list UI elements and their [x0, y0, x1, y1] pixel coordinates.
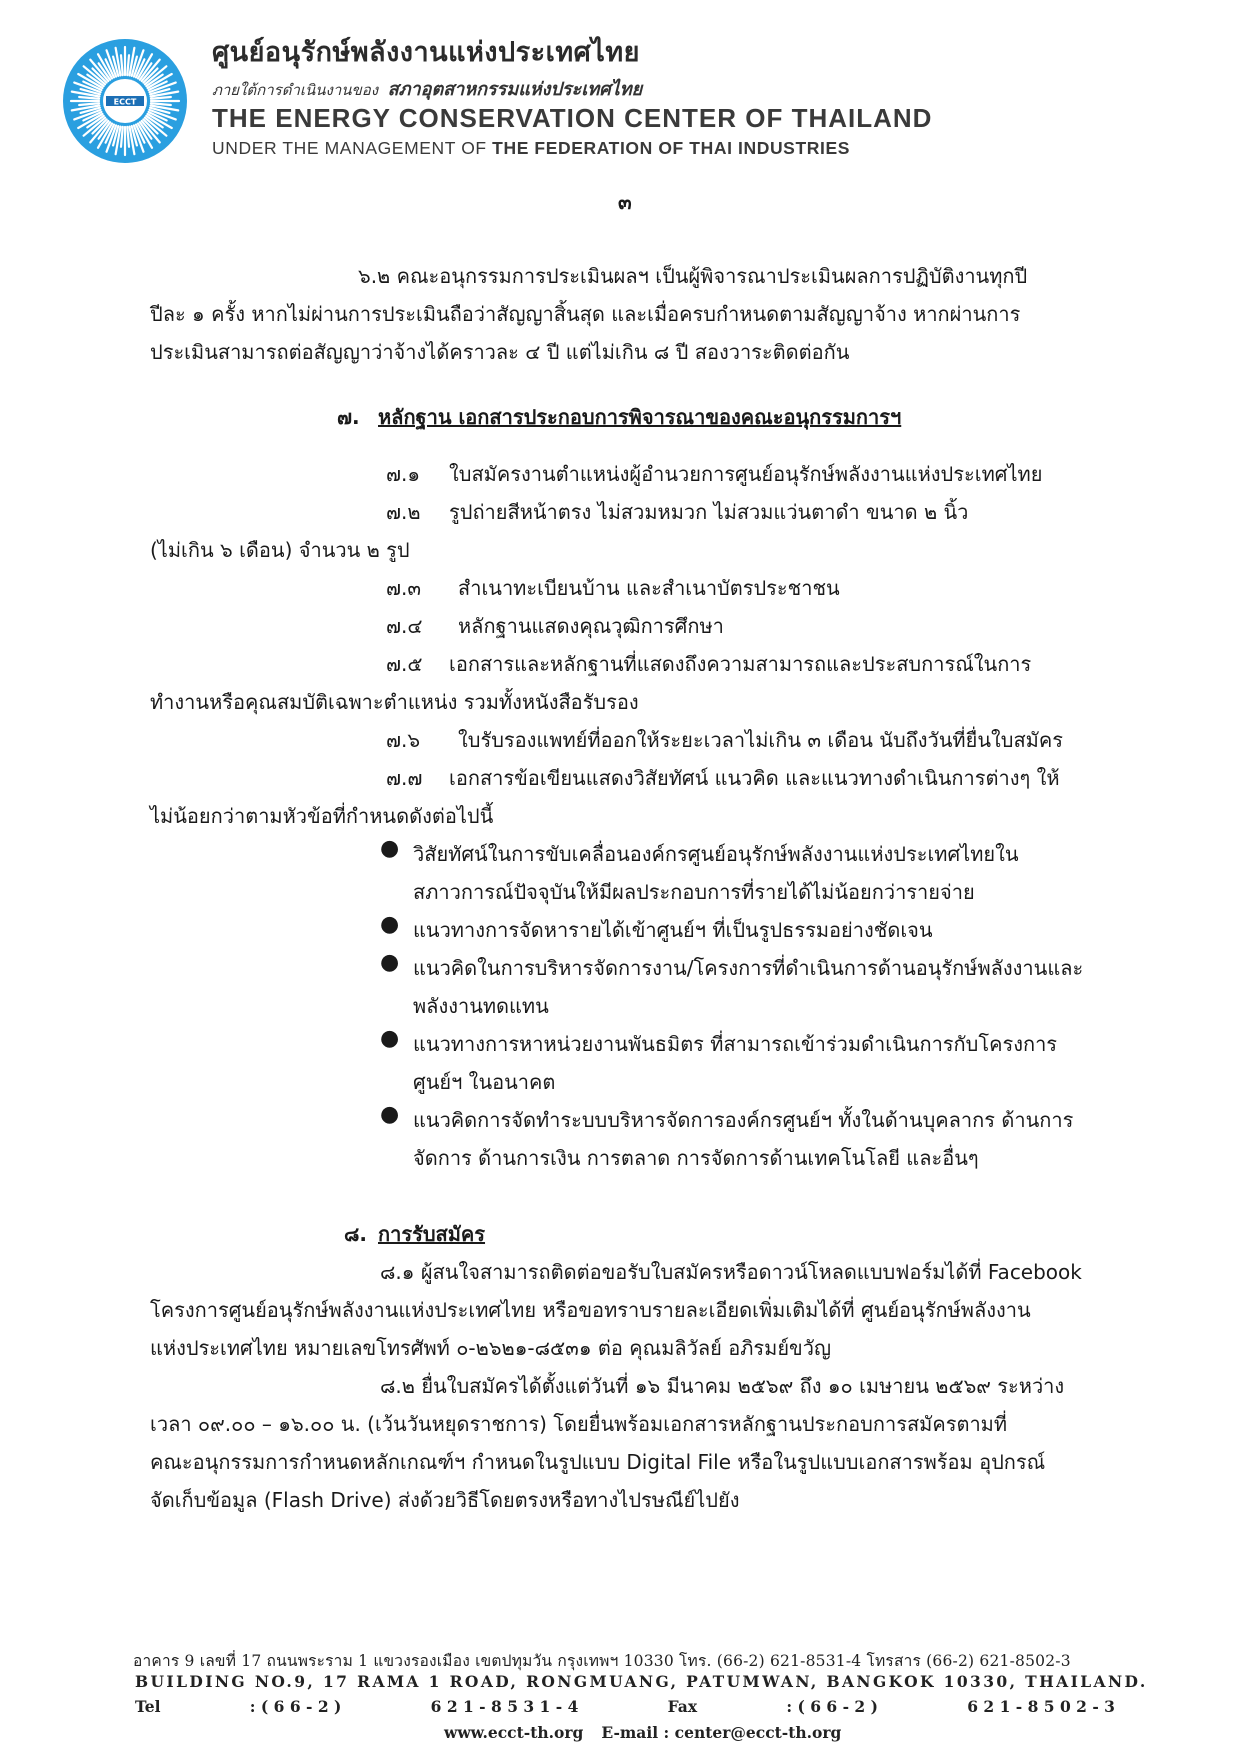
footer-fax-label: Fax: [667, 1697, 698, 1716]
management-prefix-thai: ภายใต้การดำเนินงานของ: [212, 81, 379, 99]
org-name-thai: ศูนย์อนุรักษ์พลังงานแห่งประเทศไทย: [212, 37, 640, 68]
sec6-line-2: ปีละ ๑ ครั้ง หากไม่ผ่านการประเมินถือว่าสัญญาสิ้นสุด และเมื่อครบกำหนดตามสัญญาจ้าง หากผ่านการ: [150, 302, 1021, 326]
bullet-4-line-1: แนวทางการหาหน่วยงานพันธมิตร ที่สามารถเข้าร่วมดำเนินการกับโครงการ: [413, 1032, 1058, 1056]
federation-name-thai: สภาอุตสาหกรรมแห่งประเทศไทย: [387, 79, 643, 100]
sec6-line-3: ประเมินสามารถต่อสัญญาว่าจ้างได้คราวละ ๔ ปี แต่ไม่เกิน ๘ ปี สองวาระติดต่อกัน: [150, 340, 850, 364]
item-7-4-text: หลักฐานแสดงคุณวุฒิการศึกษา: [458, 614, 724, 638]
item-7-7-number: ๗.๗: [386, 766, 423, 790]
footer-web-line: [444, 1723, 841, 1742]
bullet-3-line-2: พลังงานทดแทน: [413, 994, 549, 1018]
ecct-logo: [62, 38, 188, 164]
item-7-2-text: รูปถ่ายสีหน้าตรง ไม่สวมหมวก ไม่สวมแว่นตาดำ ขนาด ๒ นิ้ว: [449, 500, 969, 524]
item-7-2-continuation: (ไม่เกิน ๖ เดือน) จำนวน ๒ รูป: [150, 538, 410, 562]
item-7-1-text: ใบสมัครงานตำแหน่งผู้อำนวยการศูนย์อนุรักษ์พลังงานแห่งประเทศไทย: [449, 462, 1043, 486]
sec8-p1-line-3: แห่งประเทศไทย หมายเลขโทรศัพท์ ๐-๒๖๒๑-๘๕๓๑ ต่อ คุณมลิวัลย์ อภิรมย์ขวัญ: [150, 1336, 831, 1360]
bullet-2-marker: ●: [380, 912, 400, 937]
sec8-p2-line-2: เวลา ๐๙.๐๐ – ๑๖.๐๐ น. (เว้นวันหยุดราชการ) โดยยื่นพร้อมเอกสารหลักฐานประกอบการสมัครตามที่: [150, 1412, 1008, 1436]
bullet-4-line-2: ศูนย์ฯ ในอนาคต: [413, 1070, 556, 1094]
org-name-english: THE ENERGY CONSERVATION CENTER OF THAILAND: [212, 103, 933, 133]
footer-tel-code: : ( 6 6 - 2 ): [249, 1697, 342, 1716]
item-7-6-text: ใบรับรองแพทย์ที่ออกให้ระยะเวลาไม่เกิน ๓ เดือน นับถึงวันที่ยื่นใบสมัคร: [458, 728, 1063, 752]
sec7-number: ๗.: [337, 405, 360, 429]
footer-email[interactable]: E-mail : center@ecct-th.org: [601, 1723, 842, 1742]
item-7-2-number: ๗.๒: [386, 500, 421, 524]
management-prefix-english: UNDER THE MANAGEMENT OF: [212, 138, 487, 158]
bullet-1-line-1: วิสัยทัศน์ในการขับเคลื่อนองค์กรศูนย์อนุรักษ์พลังงานแห่งประเทศไทยใน: [413, 842, 1019, 866]
bullet-1-marker: ●: [380, 836, 400, 861]
sec8-p2-line-4: จัดเก็บข้อมูล (Flash Drive) ส่งด้วยวิธีโดยตรงหรือทางไปรษณีย์ไปยัง: [150, 1488, 740, 1512]
item-7-7-text: เอกสารข้อเขียนแสดงวิสัยทัศน์ แนวคิด และแนวทางดำเนินการต่างๆ ให้: [449, 766, 1060, 790]
item-7-1-number: ๗.๑: [386, 462, 421, 486]
org-management-english: [212, 138, 850, 159]
footer-fax-code: : ( 6 6 - 2 ): [786, 1697, 878, 1716]
bullet-4-marker: ●: [380, 1026, 400, 1051]
footer-english-address: BUILDING NO.9, 17 RAMA 1 ROAD, RONGMUANG, PATUMWAN, BANGKOK 10330, THAILAND.: [135, 1672, 1148, 1691]
item-7-5-continuation: ทำงานหรือคุณสมบัติเฉพาะตำแหน่ง รวมทั้งหนังสือรับรอง: [150, 690, 639, 714]
sec8-p1-line-2: โครงการศูนย์อนุรักษ์พลังงานแห่งประเทศไทย หรือขอทราบรายละเอียดเพิ่มเติมได้ที่ ศูนย์อนุรักษ์พลังงาน: [150, 1298, 1031, 1322]
sec8-heading: การรับสมัคร: [378, 1222, 486, 1246]
bullet-5-line-2: จัดการ ด้านการเงิน การตลาด การจัดการด้านเทคโนโลยี และอื่นๆ: [413, 1146, 979, 1170]
bullet-5-line-1: แนวคิดการจัดทำระบบบริหารจัดการองค์กรศูนย์ฯ ทั้งในด้านบุคลากร ด้านการ: [413, 1108, 1074, 1132]
footer-fax-number: 6 2 1 - 8 5 0 2 - 3: [967, 1697, 1115, 1716]
bullet-3-marker: ●: [380, 950, 400, 975]
item-7-6-number: ๗.๖: [386, 728, 421, 752]
item-7-5-text: เอกสารและหลักฐานที่แสดงถึงความสามารถและประสบการณ์ในการ: [449, 652, 1032, 676]
sec8-p2-line-3: คณะอนุกรรมการกำหนดหลักเกณฑ์ฯ กำหนดในรูปแบบ Digital File หรือในรูปแบบเอกสารพร้อม อุปกรณ์: [150, 1450, 1046, 1474]
footer-website-link[interactable]: www.ecct-th.org: [444, 1723, 584, 1742]
logo-text: ECCT: [113, 97, 137, 107]
sec6-line-1: ๖.๒ คณะอนุกรรมการประเมินผลฯ เป็นผู้พิจารณาประเมินผลการปฏิบัติงานทุกปี: [358, 264, 1028, 288]
org-management-thai: [212, 74, 642, 103]
item-7-7-continuation: ไม่น้อยกว่าตามหัวข้อที่กำหนดดังต่อไปนี้: [150, 804, 494, 828]
item-7-4-number: ๗.๔: [386, 614, 423, 638]
sec8-p1-line-1: ๘.๑ ผู้สนใจสามารถติดต่อขอรับใบสมัครหรือดาวน์โหลดแบบฟอร์มได้ที่ Facebook: [380, 1260, 1082, 1284]
item-7-3-text: สำเนาทะเบียนบ้าน และสำเนาบัตรประชาชน: [458, 576, 840, 600]
bullet-5-marker: ●: [380, 1102, 400, 1127]
sec8-number: ๘.: [344, 1222, 368, 1246]
item-7-5-number: ๗.๕: [386, 652, 423, 676]
footer-tel-label: Tel: [135, 1697, 161, 1716]
bullet-2-line-1: แนวทางการจัดหารายได้เข้าศูนย์ฯ ที่เป็นรูปธรรมอย่างชัดเจน: [413, 918, 933, 942]
sec8-p2-line-1: ๘.๒ ยื่นใบสมัครได้ตั้งแต่วันที่ ๑๖ มีนาคม ๒๕๖๙ ถึง ๑๐ เมษายน ๒๕๖๙ ระหว่าง: [380, 1374, 1065, 1398]
sec7-heading: หลักฐาน เอกสารประกอบการพิจารณาของคณะอนุกรรมการฯ: [378, 405, 902, 429]
footer-thai-address: อาคาร 9 เลขที่ 17 ถนนพระราม 1 แขวงรองเมือง เขตปทุมวัน กรุงเทพฯ 10330 โทร. (66-2) 621-8531-4 โทรสาร (66-2) 621-8502-3: [133, 1652, 1071, 1670]
item-7-3-number: ๗.๓: [386, 576, 422, 600]
bullet-3-line-1: แนวคิดในการบริหารจัดการงาน/โครงการที่ดำเนินการด้านอนุรักษ์พลังงานและ: [413, 956, 1084, 980]
bullet-1-line-2: สภาวการณ์ปัจจุบันให้มีผลประกอบการที่รายได้ไม่น้อยกว่ารายจ่าย: [413, 880, 975, 904]
footer-tel-number: 6 2 1 - 8 5 3 1 - 4: [430, 1697, 579, 1716]
page-number: ๓: [618, 190, 632, 214]
federation-name-english: THE FEDERATION OF THAI INDUSTRIES: [492, 138, 850, 158]
footer-contact-line: [135, 1697, 1115, 1716]
